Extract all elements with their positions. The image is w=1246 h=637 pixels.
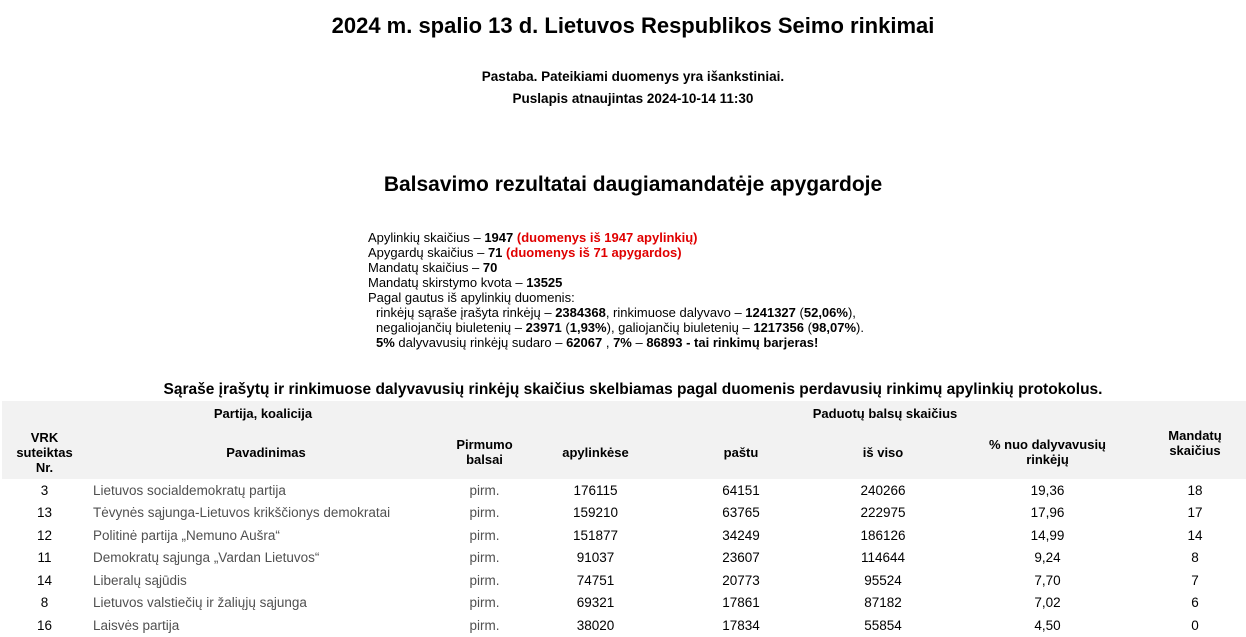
table-row: 16 Laisvės partija pirm. 38020 17834 55854 4,50 0 xyxy=(2,614,1246,637)
party-name: Tėvynės sąjunga-Lietuvos krikščionys demokratai xyxy=(93,505,391,521)
party-name: Lietuvos socialdemokratų partija xyxy=(93,482,286,498)
table-row: 3 Lietuvos socialdemokratų partija pirm. 176115 64151 240266 19,36 18 xyxy=(2,479,1246,502)
stat-from-data: Pagal gautus iš apylinkių duomenis: xyxy=(368,290,575,305)
table-row: 14 Liberalų sąjūdis pirm. 74751 20773 95524 7,70 7 xyxy=(2,569,1246,592)
party-name: Demokratų sąjunga „Vardan Lietuvos“ xyxy=(93,550,320,566)
section-title: Balsavimo rezultatai daugiamandatėje apygardoje xyxy=(383,173,883,196)
first-votes-link[interactable]: pirm. xyxy=(469,505,500,521)
first-votes-link[interactable]: pirm. xyxy=(469,595,500,611)
col-header-mandates: Mandatų skaičius xyxy=(1144,425,1246,479)
col-header-first: Pirmumo balsai xyxy=(445,425,524,479)
party-name: Laisvės partija xyxy=(93,617,180,633)
first-votes-link[interactable]: pirm. xyxy=(469,482,500,498)
table-row: 13 Tėvynės sąjunga-Lietuvos krikščionys demokratai pirm. 159210 63765 222975 17,96 17 xyxy=(2,502,1246,525)
stat-quota: Mandatų skirstymo kvota – 13525 xyxy=(368,275,563,290)
stat-barrier: 5% dalyvavusių rinkėjų sudaro – 62067 , 7% – 86893 - tai rinkimų barjeras! xyxy=(376,335,819,350)
stat-precincts: Apylinkių skaičius – 1947 (duomenys iš 1947 apylinkių) xyxy=(368,230,698,245)
stat-registered-turnout: rinkėjų sąraše įrašyta rinkėjų – 2384368, rinkimuose dalyvavo – 1241327 (52,06%), xyxy=(376,305,856,320)
col-header-total: iš viso xyxy=(815,425,951,479)
districts-coverage: (duomenys iš 71 apygardos) xyxy=(506,245,682,260)
header-party-group: Partija, koalicija xyxy=(2,401,524,425)
results-table xyxy=(2,401,1246,637)
col-header-nr: VRK suteiktas Nr. xyxy=(2,425,87,479)
table-row: 8 Lietuvos valstiečių ir žaliųjų sąjunga pirm. 69321 17861 87182 7,02 6 xyxy=(2,592,1246,615)
party-name: Politinė partija „Nemuno Aušra“ xyxy=(93,527,280,543)
table-row: 12 Politinė partija „Nemuno Aušra“ pirm. 151877 34249 186126 14,99 14 xyxy=(2,524,1246,547)
first-votes-link[interactable]: pirm. xyxy=(469,527,500,543)
header-votes-group: Paduotų balsų skaičius xyxy=(524,401,1246,425)
party-name: Liberalų sąjūdis xyxy=(93,572,187,588)
first-votes-link[interactable]: pirm. xyxy=(469,572,500,588)
table-caption: Sąraše įrašytų ir rinkimuose dalyvavusių rinkėjų skaičius skelbiamas pagal duomenis perdavusių rinkimų apylinkių protokolus. xyxy=(163,381,1103,398)
election-stats xyxy=(368,230,864,350)
updated-timestamp: Puslapis atnaujintas 2024-10-14 11:30 xyxy=(512,91,754,106)
precincts-coverage: (duomenys iš 1947 apylinkių) xyxy=(516,230,698,245)
col-header-post: paštu xyxy=(667,425,815,479)
stat-ballots: negaliojančių biuletenių – 23971 (1,93%), galiojančių biuletenių – 1217356 (98,07%). xyxy=(376,320,864,335)
col-header-pct: % nuo dalyvavusių rinkėjų xyxy=(951,425,1144,479)
party-name: Lietuvos valstiečių ir žaliųjų sąjunga xyxy=(93,595,307,611)
first-votes-link[interactable]: pirm. xyxy=(469,550,500,566)
page-title: 2024 m. spalio 13 d. Lietuvos Respublikos Seimo rinkimai xyxy=(331,13,935,38)
col-header-precinct: apylinkėse xyxy=(524,425,667,479)
col-header-name: Pavadinimas xyxy=(87,425,445,479)
table-row: 11 Demokratų sąjunga „Vardan Lietuvos“ pirm. 91037 23607 114644 9,24 8 xyxy=(2,547,1246,570)
first-votes-link[interactable]: pirm. xyxy=(469,617,500,633)
stat-mandates: Mandatų skaičius – 70 xyxy=(368,260,498,275)
stat-districts: Apygardų skaičius – 71 (duomenys iš 71 apygardos) xyxy=(368,245,682,260)
preliminary-note: Pastaba. Pateikiami duomenys yra išankstiniai. xyxy=(481,69,785,84)
